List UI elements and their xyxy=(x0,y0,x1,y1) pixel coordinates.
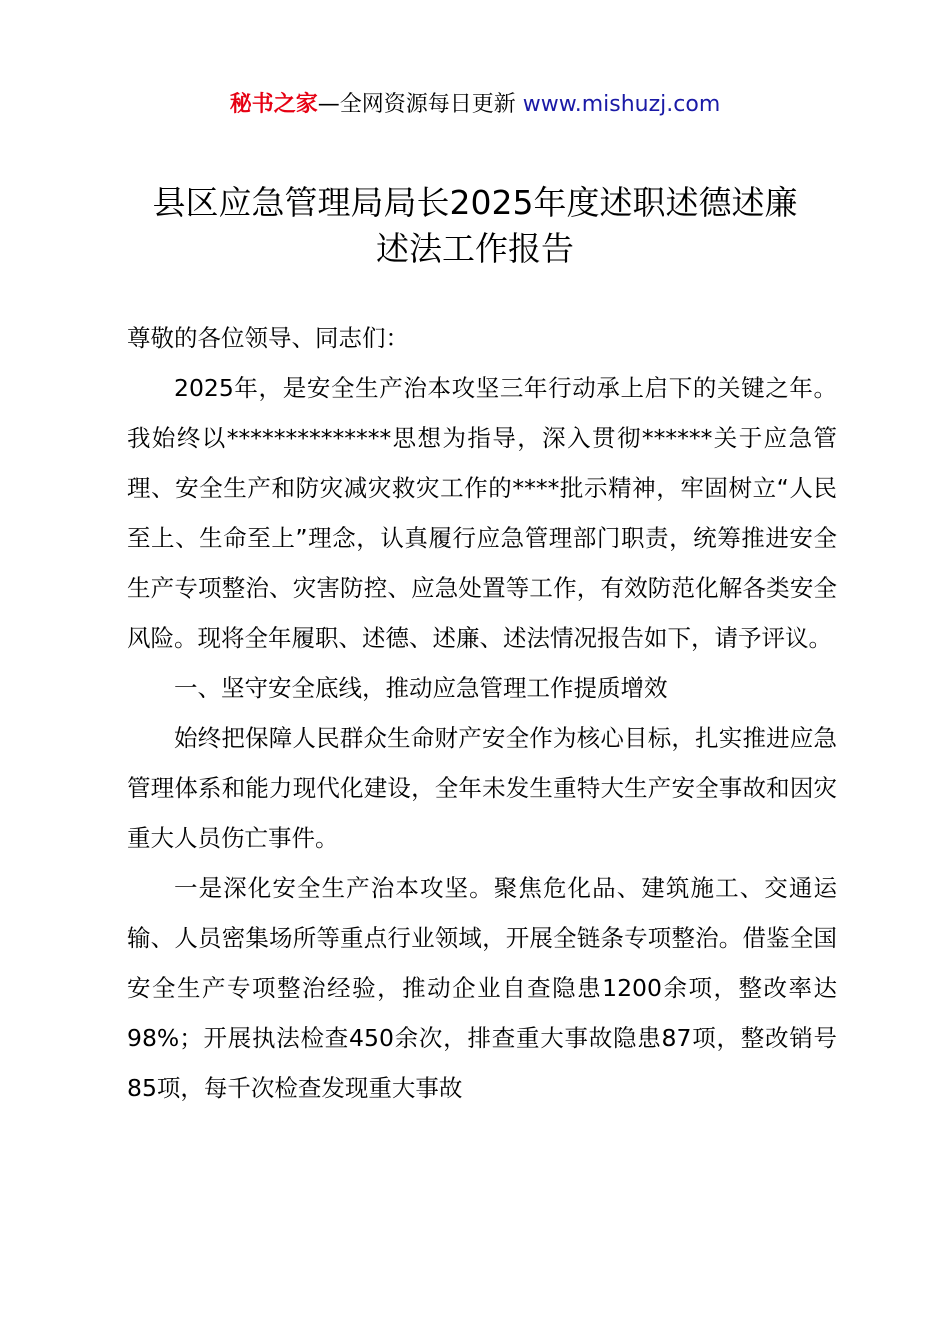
section-1-paragraph: 始终把保障人民群众生命财产安全作为核心目标，扎实推进应急管理体系和能力现代化建设，全年未发生重特大生产安全事故和因灾重大人员伤亡事件。 xyxy=(127,724,837,852)
intro-paragraph: 2025年，是安全生产治本攻坚三年行动承上启下的关键之年。我始终以**************思想为指导，深入贯彻******关于应急管理、安全生产和防灾减灾救灾工作的****批示精神，牢固树立“人民至上、生命至上”理念，认真履行应急管理部门职责，统筹推进安全生产专项整治、灾害防控、应急处置等工作，有效防范化解各类安全风险。现将全年履职、述德、述廉、述法情况报告如下，请予评议。 xyxy=(127,374,837,652)
site-banner xyxy=(0,88,950,122)
point-1-paragraph: 一是深化安全生产治本攻坚。聚焦危化品、建筑施工、交通运输、人员密集场所等重点行业领域，开展全链条专项整治。借鉴全国安全生产专项整治经验，推动企业自查隐患1200余项，整改率达98%；开展执法检查450余次，排查重大事故隐患87项，整改销号85项，每千次检查发现重大事故 xyxy=(127,874,837,1102)
banner-tagline: —全网资源每日更新 xyxy=(317,92,523,117)
title-line-2: 述法工作报告 xyxy=(376,229,574,268)
document-body xyxy=(127,313,837,1113)
document-title xyxy=(100,180,850,272)
title-line-1: 县区应急管理局局长2025年度述职述德述廉 xyxy=(152,183,798,222)
salutation: 尊敬的各位领导、同志们： xyxy=(127,324,409,352)
banner-url-link[interactable]: www.mishuzj.com xyxy=(522,92,721,117)
banner-brand: 秘书之家 xyxy=(229,92,318,117)
section-1-heading: 一、坚守安全底线，推动应急管理工作提质增效 xyxy=(174,674,668,702)
